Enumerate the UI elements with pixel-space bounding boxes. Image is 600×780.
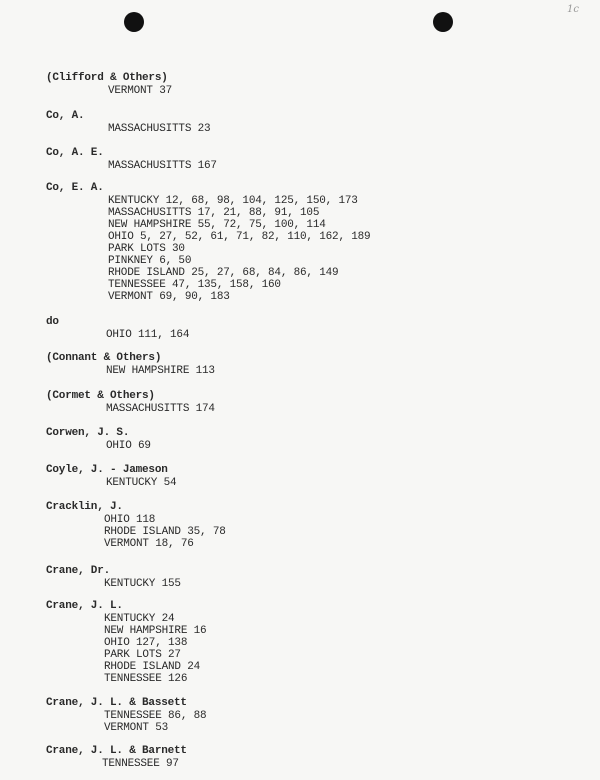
index-entry	[0, 110, 600, 135]
entry-references	[0, 195, 600, 303]
reference-line: OHIO 127, 138	[104, 637, 188, 649]
reference-line: MASSACHUSITTS 174	[106, 403, 215, 415]
index-entry	[0, 745, 600, 770]
entry-heading: (Clifford & Others)	[46, 72, 168, 84]
entry-heading: Crane, J. L.	[46, 600, 123, 612]
index-entry	[0, 565, 600, 590]
entry-references	[0, 514, 600, 550]
entry-references	[0, 578, 600, 590]
reference-line: KENTUCKY 24	[104, 613, 175, 625]
page-mark: 1c	[567, 4, 579, 15]
reference-line: MASSACHUSITTS 17, 21, 88, 91, 105	[108, 207, 320, 219]
reference-line: NEW HAMPSHIRE 113	[106, 365, 215, 377]
reference-line: MASSACHUSITTS 167	[108, 160, 217, 172]
reference-line: TENNESSEE 47, 135, 158, 160	[108, 279, 281, 291]
reference-line: TENNESSEE 97	[102, 758, 179, 770]
index-entry	[0, 147, 600, 172]
entry-heading: Co, A.	[46, 110, 85, 122]
reference-line: PARK LOTS 27	[104, 649, 181, 661]
entry-heading: Crane, Dr.	[46, 565, 111, 577]
entry-heading: Crane, J. L. & Barnett	[46, 745, 187, 757]
entry-heading: Cracklin, J.	[46, 501, 123, 513]
entry-heading: Corwen, J. S.	[46, 427, 130, 439]
reference-line: RHODE ISLAND 24	[104, 661, 201, 673]
entry-references	[0, 477, 600, 489]
reference-line: PINKNEY 6, 50	[108, 255, 192, 267]
index-entry	[0, 501, 600, 550]
entry-references	[0, 758, 600, 770]
reference-line: OHIO 69	[106, 440, 151, 452]
reference-line: VERMONT 18, 76	[104, 538, 194, 550]
reference-line: OHIO 118	[104, 514, 156, 526]
entry-heading: do	[46, 316, 59, 328]
entry-references	[0, 85, 600, 97]
entry-references	[0, 329, 600, 341]
reference-line: KENTUCKY 54	[106, 477, 177, 489]
entry-references	[0, 613, 600, 685]
index-entry	[0, 182, 600, 303]
reference-line: RHODE ISLAND 35, 78	[104, 526, 226, 538]
index-entry	[0, 72, 600, 97]
index-entry	[0, 390, 600, 415]
punch-hole-right	[433, 12, 453, 32]
reference-line: TENNESSEE 86, 88	[104, 710, 207, 722]
entry-heading: (Connant & Others)	[46, 352, 162, 364]
reference-line: OHIO 5, 27, 52, 61, 71, 82, 110, 162, 189	[108, 231, 371, 243]
reference-line: KENTUCKY 12, 68, 98, 104, 125, 150, 173	[108, 195, 358, 207]
entry-references	[0, 365, 600, 377]
reference-line: RHODE ISLAND 25, 27, 68, 84, 86, 149	[108, 267, 339, 279]
reference-line: PARK LOTS 30	[108, 243, 185, 255]
entry-references	[0, 710, 600, 734]
reference-line: KENTUCKY 155	[104, 578, 181, 590]
reference-line: VERMONT 37	[108, 85, 173, 97]
entry-heading: Crane, J. L. & Bassett	[46, 697, 187, 709]
reference-line: NEW HAMPSHIRE 55, 72, 75, 100, 114	[108, 219, 326, 231]
index-entry	[0, 427, 600, 452]
reference-line: VERMONT 69, 90, 183	[108, 291, 230, 303]
entry-references	[0, 123, 600, 135]
index-entry	[0, 600, 600, 685]
reference-line: TENNESSEE 126	[104, 673, 188, 685]
index-entry	[0, 352, 600, 377]
entry-heading: Coyle, J. - Jameson	[46, 464, 168, 476]
entry-references	[0, 440, 600, 452]
entry-heading: Co, E. A.	[46, 182, 104, 194]
entry-references	[0, 160, 600, 172]
index-entry	[0, 316, 600, 341]
index-entry	[0, 697, 600, 734]
reference-line: NEW HAMPSHIRE 16	[104, 625, 207, 637]
reference-line: VERMONT 53	[104, 722, 169, 734]
entry-heading: Co, A. E.	[46, 147, 104, 159]
reference-line: MASSACHUSITTS 23	[108, 123, 211, 135]
entry-heading: (Cormet & Others)	[46, 390, 155, 402]
index-entry	[0, 464, 600, 489]
punch-hole-left	[124, 12, 144, 32]
entry-references	[0, 403, 600, 415]
reference-line: OHIO 111, 164	[106, 329, 190, 341]
